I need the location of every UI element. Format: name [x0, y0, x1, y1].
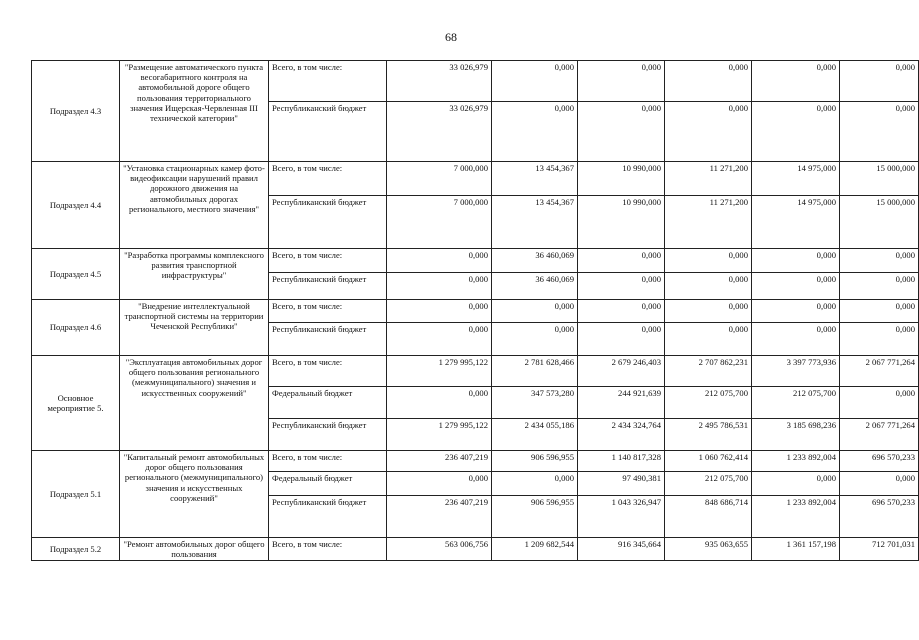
amount-cell: 696 570,233 — [840, 451, 919, 472]
amount-cell: 696 570,233 — [840, 496, 919, 538]
table-row — [32, 451, 919, 472]
amount-cell: 7 000,000 — [387, 196, 492, 249]
amount-cell: 2 434 324,764 — [578, 419, 665, 451]
subsection-cell: Подраздел 4.3 — [32, 61, 120, 162]
funding-source-cell: Федеральный бюджет — [269, 472, 387, 496]
amount-cell: 2 707 862,231 — [665, 356, 752, 387]
amount-cell: 0,000 — [578, 300, 665, 323]
amount-cell: 906 596,955 — [492, 451, 578, 472]
amount-cell: 0,000 — [387, 387, 492, 419]
table-row — [32, 538, 919, 561]
amount-cell: 14 975,000 — [752, 162, 840, 196]
table-body — [32, 61, 919, 561]
page-number: 68 — [445, 30, 457, 44]
amount-cell: 236 407,219 — [387, 496, 492, 538]
amount-cell: 2 679 246,403 — [578, 356, 665, 387]
amount-cell: 33 026,979 — [387, 61, 492, 102]
measure-name-cell: "Внедрение интеллектуальной транспортной системы на территории Чеченской Республики" — [120, 300, 269, 356]
amount-cell: 14 975,000 — [752, 196, 840, 249]
funding-source-cell: Всего, в том числе: — [269, 61, 387, 102]
funding-source-cell: Республиканский бюджет — [269, 196, 387, 249]
funding-source-cell: Республиканский бюджет — [269, 323, 387, 356]
amount-cell: 0,000 — [752, 249, 840, 273]
table-row — [32, 356, 919, 387]
amount-cell: 13 454,367 — [492, 162, 578, 196]
amount-cell: 212 075,700 — [665, 472, 752, 496]
table-row — [32, 162, 919, 196]
amount-cell: 2 067 771,264 — [840, 356, 919, 387]
amount-cell: 0,000 — [840, 323, 919, 356]
amount-cell: 212 075,700 — [665, 387, 752, 419]
amount-cell: 2 781 628,466 — [492, 356, 578, 387]
amount-cell: 36 460,069 — [492, 249, 578, 273]
measure-name-cell: "Капитальный ремонт автомобильных дорог общего пользования регионального (межмуниципального) значения и искусственных сооружений" — [120, 451, 269, 538]
amount-cell: 3 397 773,936 — [752, 356, 840, 387]
amount-cell: 0,000 — [387, 472, 492, 496]
amount-cell: 244 921,639 — [578, 387, 665, 419]
subsection-cell: Подраздел 5.2 — [32, 538, 120, 561]
amount-cell: 0,000 — [665, 273, 752, 300]
measure-name-cell: "Установка стационарных камер фото-видеофиксации нарушений правил дорожного движения на автомобильных дорогах регионального, местного значения" — [120, 162, 269, 249]
amount-cell: 0,000 — [840, 387, 919, 419]
amount-cell: 906 596,955 — [492, 496, 578, 538]
amount-cell: 712 701,031 — [840, 538, 919, 561]
funding-source-cell: Республиканский бюджет — [269, 102, 387, 162]
amount-cell: 1 279 995,122 — [387, 356, 492, 387]
amount-cell: 0,000 — [387, 300, 492, 323]
funding-source-cell: Республиканский бюджет — [269, 419, 387, 451]
amount-cell: 2 067 771,264 — [840, 419, 919, 451]
amount-cell: 0,000 — [492, 323, 578, 356]
amount-cell: 0,000 — [665, 102, 752, 162]
funding-source-cell: Всего, в том числе: — [269, 538, 387, 561]
amount-cell: 7 000,000 — [387, 162, 492, 196]
amount-cell: 935 063,655 — [665, 538, 752, 561]
amount-cell: 0,000 — [492, 102, 578, 162]
amount-cell: 0,000 — [752, 472, 840, 496]
funding-source-cell: Федеральный бюджет — [269, 387, 387, 419]
amount-cell: 0,000 — [492, 300, 578, 323]
amount-cell: 2 434 055,186 — [492, 419, 578, 451]
funding-source-cell: Всего, в том числе: — [269, 451, 387, 472]
funding-source-cell: Всего, в том числе: — [269, 300, 387, 323]
amount-cell: 0,000 — [492, 472, 578, 496]
amount-cell: 0,000 — [578, 61, 665, 102]
funding-source-cell: Всего, в том числе: — [269, 249, 387, 273]
amount-cell: 0,000 — [840, 300, 919, 323]
funding-source-cell: Республиканский бюджет — [269, 496, 387, 538]
amount-cell: 0,000 — [665, 323, 752, 356]
amount-cell: 0,000 — [578, 273, 665, 300]
amount-cell: 1 209 682,544 — [492, 538, 578, 561]
amount-cell: 0,000 — [578, 323, 665, 356]
amount-cell: 1 233 892,004 — [752, 496, 840, 538]
amount-cell: 347 573,280 — [492, 387, 578, 419]
amount-cell: 1 233 892,004 — [752, 451, 840, 472]
amount-cell: 1 361 157,198 — [752, 538, 840, 561]
table-row — [32, 249, 919, 273]
amount-cell: 0,000 — [840, 472, 919, 496]
amount-cell: 11 271,200 — [665, 162, 752, 196]
amount-cell: 0,000 — [387, 323, 492, 356]
amount-cell: 1 140 817,328 — [578, 451, 665, 472]
measure-name-cell: "Разработка программы комплексного развития транспортной инфраструктуры" — [120, 249, 269, 300]
amount-cell: 0,000 — [387, 249, 492, 273]
table-row — [32, 61, 919, 102]
amount-cell: 0,000 — [840, 273, 919, 300]
amount-cell: 0,000 — [752, 300, 840, 323]
subsection-cell: Подраздел 4.6 — [32, 300, 120, 356]
amount-cell: 0,000 — [578, 102, 665, 162]
measure-name-cell: "Эксплуатация автомобильных дорог общего пользования регионального (межмуниципального) значения и искусственных сооружений" — [120, 356, 269, 451]
subsection-cell: Основное мероприятие 5. — [32, 356, 120, 451]
amount-cell: 0,000 — [840, 61, 919, 102]
measure-name-cell: "Размещение автоматического пункта весогабаритного контроля на автомобильной дороге общего пользования территориального значения Ищерская-Червленная III технической категории" — [120, 61, 269, 162]
amount-cell: 97 490,381 — [578, 472, 665, 496]
amount-cell: 13 454,367 — [492, 196, 578, 249]
measure-name-cell: "Ремонт автомобильных дорог общего пользования — [120, 538, 269, 561]
funding-source-cell: Всего, в том числе: — [269, 356, 387, 387]
amount-cell: 3 185 698,236 — [752, 419, 840, 451]
funding-source-cell: Всего, в том числе: — [269, 162, 387, 196]
amount-cell: 0,000 — [752, 102, 840, 162]
budget-table — [31, 60, 919, 561]
amount-cell: 1 043 326,947 — [578, 496, 665, 538]
amount-cell: 0,000 — [840, 249, 919, 273]
amount-cell: 236 407,219 — [387, 451, 492, 472]
amount-cell: 0,000 — [840, 102, 919, 162]
amount-cell: 11 271,200 — [665, 196, 752, 249]
amount-cell: 15 000,000 — [840, 162, 919, 196]
amount-cell: 10 990,000 — [578, 162, 665, 196]
amount-cell: 0,000 — [665, 249, 752, 273]
subsection-cell: Подраздел 4.5 — [32, 249, 120, 300]
subsection-cell: Подраздел 5.1 — [32, 451, 120, 538]
subsection-cell: Подраздел 4.4 — [32, 162, 120, 249]
amount-cell: 212 075,700 — [752, 387, 840, 419]
amount-cell: 0,000 — [665, 61, 752, 102]
amount-cell: 0,000 — [387, 273, 492, 300]
amount-cell: 36 460,069 — [492, 273, 578, 300]
amount-cell: 33 026,979 — [387, 102, 492, 162]
amount-cell: 10 990,000 — [578, 196, 665, 249]
amount-cell: 0,000 — [752, 61, 840, 102]
amount-cell: 1 060 762,414 — [665, 451, 752, 472]
amount-cell: 0,000 — [578, 249, 665, 273]
amount-cell: 0,000 — [665, 300, 752, 323]
funding-source-cell: Республиканский бюджет — [269, 273, 387, 300]
table-row — [32, 300, 919, 323]
amount-cell: 916 345,664 — [578, 538, 665, 561]
amount-cell: 0,000 — [752, 323, 840, 356]
amount-cell: 15 000,000 — [840, 196, 919, 249]
amount-cell: 848 686,714 — [665, 496, 752, 538]
amount-cell: 1 279 995,122 — [387, 419, 492, 451]
amount-cell: 0,000 — [752, 273, 840, 300]
amount-cell: 2 495 786,531 — [665, 419, 752, 451]
amount-cell: 0,000 — [492, 61, 578, 102]
amount-cell: 563 006,756 — [387, 538, 492, 561]
